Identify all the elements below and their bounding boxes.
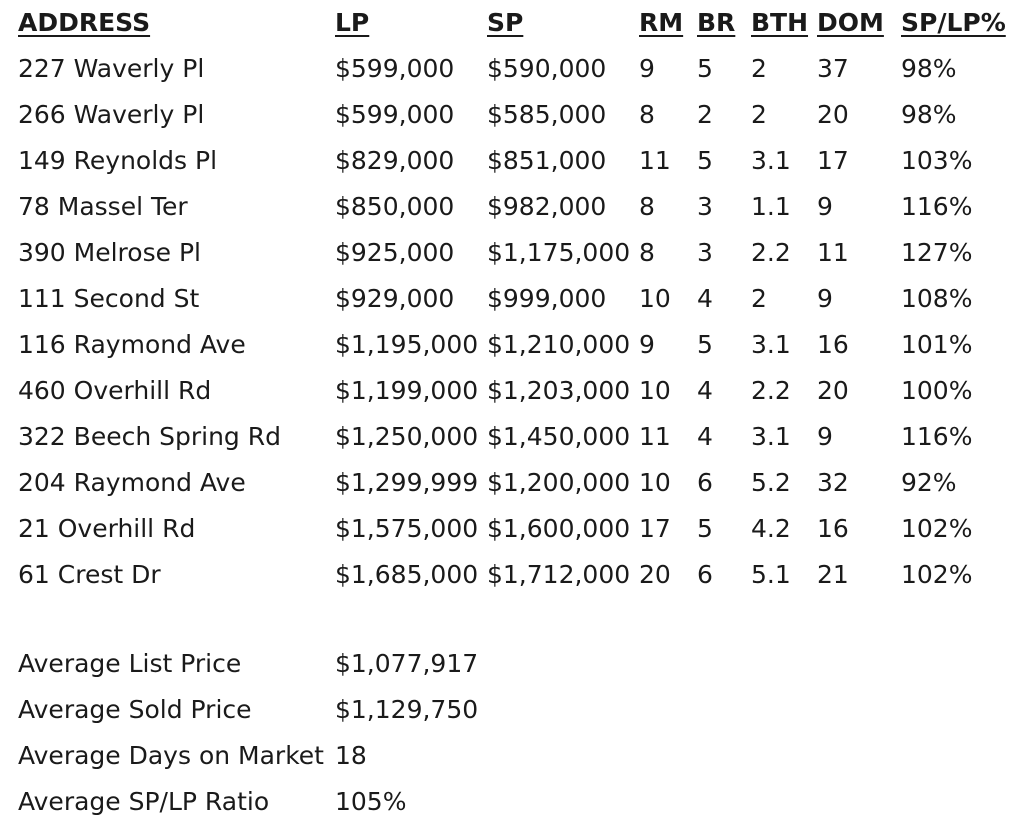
cell-sp-lp-pct: 102% bbox=[901, 514, 973, 543]
summary-value: 105% bbox=[335, 786, 407, 816]
table-row bbox=[18, 138, 1006, 184]
cell-address: 61 Crest Dr bbox=[18, 560, 161, 589]
cell-lp: $1,199,000 bbox=[335, 376, 479, 405]
cell-bth: 3.1 bbox=[751, 422, 791, 451]
cell-bth: 2 bbox=[751, 100, 767, 129]
cell-br: 5 bbox=[697, 146, 713, 175]
cell-address: 21 Overhill Rd bbox=[18, 514, 196, 543]
summary-row-avg-days-on-market bbox=[18, 732, 478, 778]
cell-address: 111 Second St bbox=[18, 284, 200, 313]
table-row bbox=[18, 460, 1006, 506]
table-row bbox=[18, 184, 1006, 230]
table-row bbox=[18, 276, 1006, 322]
cell-rm: 10 bbox=[639, 376, 671, 405]
cell-sp-lp-pct: 116% bbox=[901, 192, 973, 221]
cell-br: 6 bbox=[697, 468, 713, 497]
cell-address: 266 Waverly Pl bbox=[18, 100, 205, 129]
cell-br: 5 bbox=[697, 514, 713, 543]
cell-bth: 4.2 bbox=[751, 514, 791, 543]
cell-sp: $590,000 bbox=[487, 54, 607, 83]
cell-rm: 17 bbox=[639, 514, 671, 543]
cell-sp: $1,203,000 bbox=[487, 376, 631, 405]
cell-rm: 11 bbox=[639, 146, 671, 175]
cell-dom: 16 bbox=[817, 330, 849, 359]
summary-table bbox=[18, 640, 478, 824]
cell-address: 390 Melrose Pl bbox=[18, 238, 201, 267]
cell-address: 78 Massel Ter bbox=[18, 192, 188, 221]
cell-sp: $1,600,000 bbox=[487, 514, 631, 543]
cell-bth: 5.2 bbox=[751, 468, 791, 497]
cell-rm: 9 bbox=[639, 330, 655, 359]
cell-bth: 2.2 bbox=[751, 238, 791, 267]
cell-sp-lp-pct: 108% bbox=[901, 284, 973, 313]
cell-sp-lp-pct: 98% bbox=[901, 54, 957, 83]
cell-dom: 9 bbox=[817, 422, 833, 451]
cell-sp-lp-pct: 98% bbox=[901, 100, 957, 129]
cell-sp-lp-pct: 100% bbox=[901, 376, 973, 405]
table-row bbox=[18, 322, 1006, 368]
cell-dom: 20 bbox=[817, 100, 849, 129]
cell-sp: $585,000 bbox=[487, 100, 607, 129]
cell-address: 460 Overhill Rd bbox=[18, 376, 212, 405]
cell-address: 204 Raymond Ave bbox=[18, 468, 246, 497]
cell-lp: $929,000 bbox=[335, 284, 455, 313]
cell-sp-lp-pct: 127% bbox=[901, 238, 973, 267]
cell-dom: 11 bbox=[817, 238, 849, 267]
cell-bth: 2 bbox=[751, 54, 767, 83]
summary-row-avg-sp-lp-ratio bbox=[18, 778, 478, 824]
cell-bth: 1.1 bbox=[751, 192, 791, 221]
cell-rm: 8 bbox=[639, 100, 655, 129]
table-row bbox=[18, 552, 1006, 598]
cell-bth: 2.2 bbox=[751, 376, 791, 405]
cell-rm: 10 bbox=[639, 468, 671, 497]
table-row bbox=[18, 92, 1006, 138]
cell-dom: 32 bbox=[817, 468, 849, 497]
cell-rm: 10 bbox=[639, 284, 671, 313]
cell-br: 2 bbox=[697, 100, 713, 129]
cell-lp: $599,000 bbox=[335, 100, 455, 129]
summary-value: 18 bbox=[335, 740, 367, 770]
column-header-sp-lp-pct: SP/LP% bbox=[901, 8, 1006, 37]
cell-dom: 9 bbox=[817, 284, 833, 313]
cell-rm: 11 bbox=[639, 422, 671, 451]
column-header-sp: SP bbox=[487, 8, 524, 37]
cell-lp: $599,000 bbox=[335, 54, 455, 83]
summary-row-avg-sold-price bbox=[18, 686, 478, 732]
cell-sp: $1,210,000 bbox=[487, 330, 631, 359]
cell-lp: $925,000 bbox=[335, 238, 455, 267]
column-header-bth: BTH bbox=[751, 8, 809, 37]
cell-lp: $829,000 bbox=[335, 146, 455, 175]
cell-sp: $1,175,000 bbox=[487, 238, 631, 267]
cell-address: 322 Beech Spring Rd bbox=[18, 422, 281, 451]
column-header-br: BR bbox=[697, 8, 736, 37]
cell-lp: $850,000 bbox=[335, 192, 455, 221]
summary-row-avg-list-price bbox=[18, 640, 478, 686]
cell-dom: 16 bbox=[817, 514, 849, 543]
summary-label: Average Days on Market bbox=[18, 740, 324, 770]
cell-br: 4 bbox=[697, 376, 713, 405]
table-row bbox=[18, 414, 1006, 460]
cell-br: 5 bbox=[697, 54, 713, 83]
cell-br: 4 bbox=[697, 422, 713, 451]
cell-br: 3 bbox=[697, 192, 713, 221]
header-row bbox=[18, 0, 1006, 46]
cell-sp: $1,450,000 bbox=[487, 422, 631, 451]
table-row bbox=[18, 368, 1006, 414]
cell-dom: 37 bbox=[817, 54, 849, 83]
cell-lp: $1,575,000 bbox=[335, 514, 479, 543]
cell-dom: 20 bbox=[817, 376, 849, 405]
cell-dom: 17 bbox=[817, 146, 849, 175]
cell-address: 116 Raymond Ave bbox=[18, 330, 246, 359]
cell-dom: 9 bbox=[817, 192, 833, 221]
cell-bth: 3.1 bbox=[751, 330, 791, 359]
cell-rm: 20 bbox=[639, 560, 671, 589]
cell-sp-lp-pct: 101% bbox=[901, 330, 973, 359]
cell-sp: $1,200,000 bbox=[487, 468, 631, 497]
listings-table bbox=[18, 0, 1006, 598]
cell-lp: $1,685,000 bbox=[335, 560, 479, 589]
column-header-address: ADDRESS bbox=[18, 8, 151, 37]
summary-label: Average SP/LP Ratio bbox=[18, 786, 270, 816]
cell-sp-lp-pct: 103% bbox=[901, 146, 973, 175]
table-row bbox=[18, 46, 1006, 92]
cell-br: 4 bbox=[697, 284, 713, 313]
table-row bbox=[18, 506, 1006, 552]
cell-sp-lp-pct: 116% bbox=[901, 422, 973, 451]
cell-lp: $1,195,000 bbox=[335, 330, 479, 359]
column-header-lp: LP bbox=[335, 8, 370, 37]
cell-sp: $1,712,000 bbox=[487, 560, 631, 589]
cell-sp: $999,000 bbox=[487, 284, 607, 313]
summary-value: $1,077,917 bbox=[335, 648, 479, 678]
cell-rm: 9 bbox=[639, 54, 655, 83]
cell-lp: $1,299,999 bbox=[335, 468, 479, 497]
cell-sp: $851,000 bbox=[487, 146, 607, 175]
cell-rm: 8 bbox=[639, 192, 655, 221]
cell-sp-lp-pct: 92% bbox=[901, 468, 957, 497]
cell-dom: 21 bbox=[817, 560, 849, 589]
cell-br: 6 bbox=[697, 560, 713, 589]
cell-bth: 2 bbox=[751, 284, 767, 313]
cell-bth: 5.1 bbox=[751, 560, 791, 589]
cell-address: 149 Reynolds Pl bbox=[18, 146, 218, 175]
cell-br: 5 bbox=[697, 330, 713, 359]
table-row bbox=[18, 230, 1006, 276]
summary-value: $1,129,750 bbox=[335, 694, 479, 724]
summary-label: Average Sold Price bbox=[18, 694, 252, 724]
cell-sp-lp-pct: 102% bbox=[901, 560, 973, 589]
cell-rm: 8 bbox=[639, 238, 655, 267]
cell-br: 3 bbox=[697, 238, 713, 267]
summary-label: Average List Price bbox=[18, 648, 242, 678]
cell-sp: $982,000 bbox=[487, 192, 607, 221]
cell-address: 227 Waverly Pl bbox=[18, 54, 205, 83]
listings-document bbox=[18, 0, 1006, 816]
cell-lp: $1,250,000 bbox=[335, 422, 479, 451]
column-header-rm: RM bbox=[639, 8, 684, 37]
cell-bth: 3.1 bbox=[751, 146, 791, 175]
column-header-dom: DOM bbox=[817, 8, 884, 37]
